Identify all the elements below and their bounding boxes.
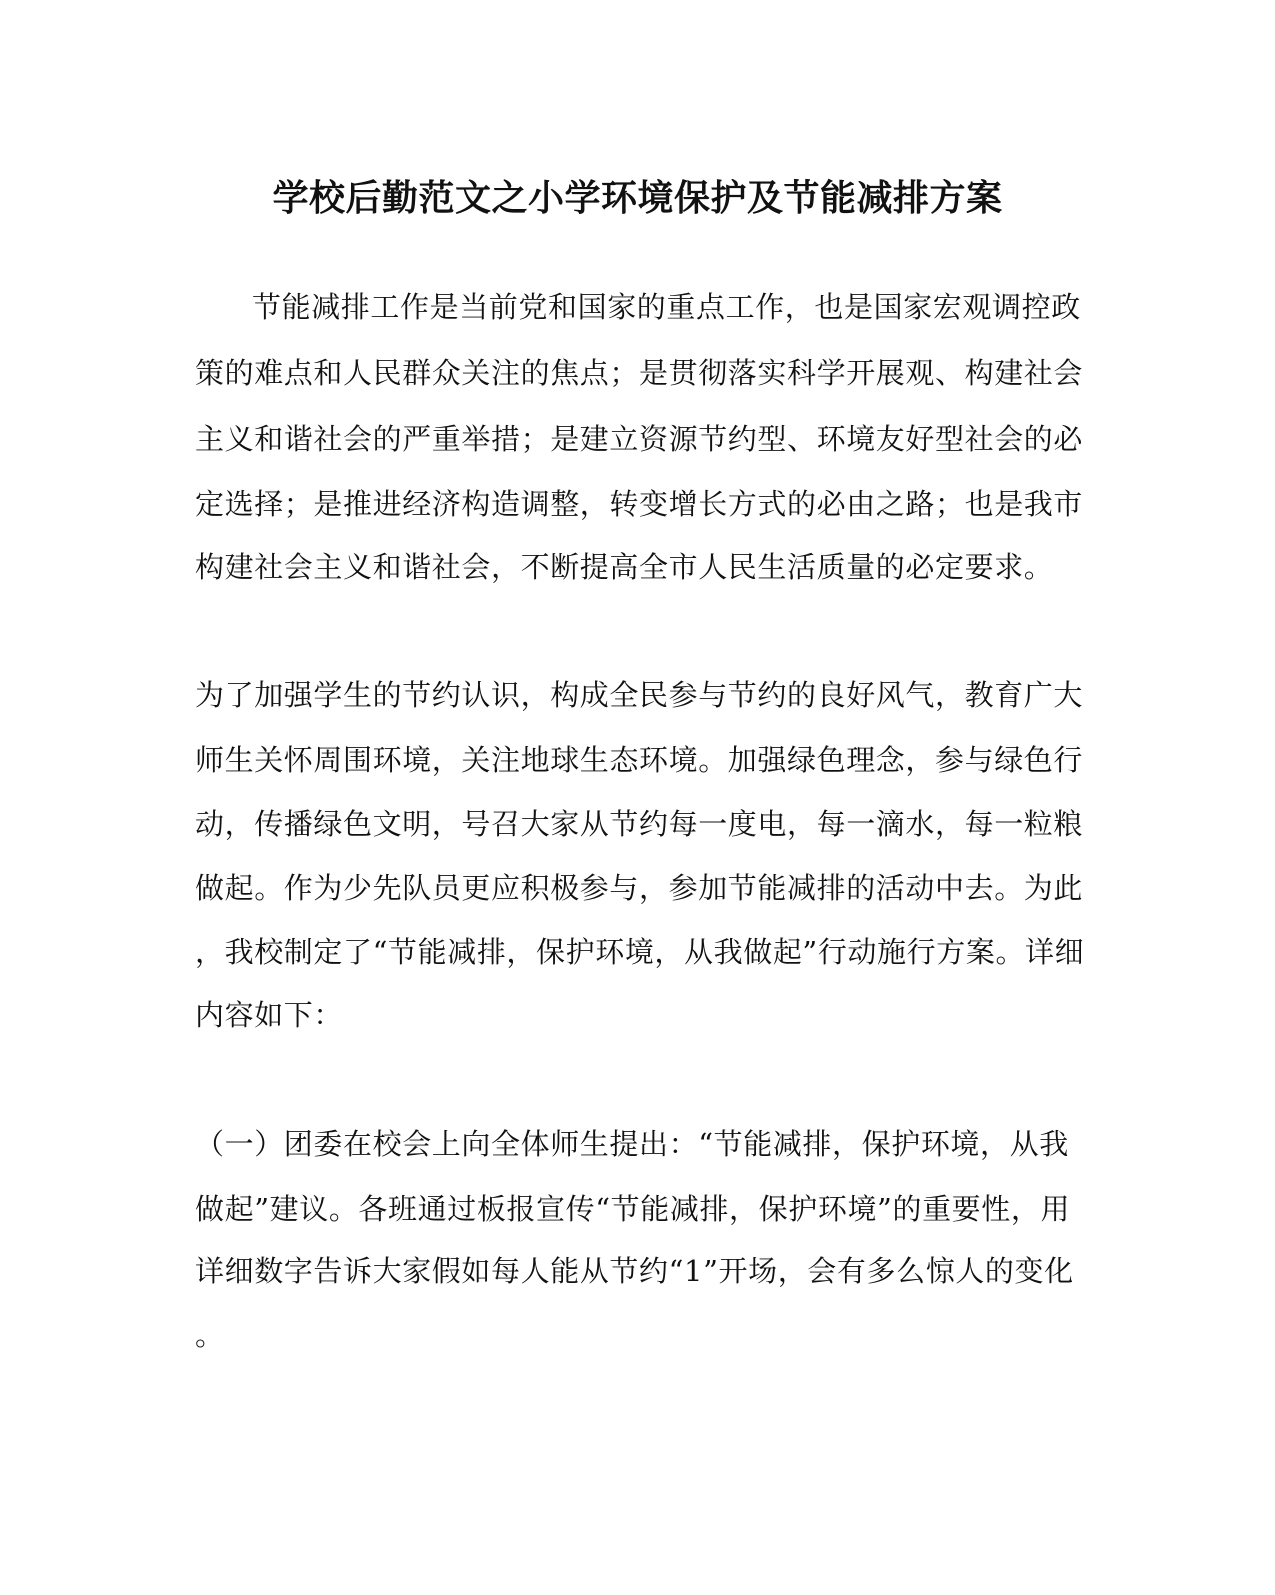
paragraph-line: 内容如下： bbox=[195, 998, 344, 1032]
paragraph-line: 为了加强学生的节约认识，构成全民参与节约的良好风气，教育广大 bbox=[195, 678, 1084, 712]
paragraph-line: （一）团委在校会上向全体师生提出：“节能减排，保护环境，从我 bbox=[195, 1127, 1069, 1161]
paragraph-line: 。 bbox=[195, 1318, 225, 1352]
paragraph-line: 主义和谐社会的严重举措；是建立资源节约型、环境友好型社会的必 bbox=[195, 422, 1084, 456]
paragraph-line: 节能减排工作是当前党和国家的重点工作，也是国家宏观调控政 bbox=[252, 290, 1081, 324]
paragraph-line: 师生关怀周围环境，关注地球生态环境。加强绿色理念，参与绿色行 bbox=[195, 743, 1084, 777]
paragraph-line: 做起”建议。各班通过板报宣传“节能减排，保护环境”的重要性，用 bbox=[195, 1192, 1071, 1226]
paragraph-line: ，我校制定了“节能减排，保护环境，从我做起”行动施行方案。详细 bbox=[195, 935, 1085, 969]
document-title: 学校后勤范文之小学环境保护及节能减排方案 bbox=[272, 177, 1003, 219]
paragraph-line: 定选择；是推进经济构造调整，转变增长方式的必由之路；也是我市 bbox=[195, 487, 1084, 521]
paragraph-line: 策的难点和人民群众关注的焦点；是贯彻落实科学开展观、构建社会 bbox=[195, 356, 1084, 390]
paragraph-line: 详细数字告诉大家假如每人能从节约“1”开场，会有多么惊人的变化 bbox=[195, 1254, 1074, 1288]
paragraph-line: 构建社会主义和谐社会，不断提高全市人民生活质量的必定要求。 bbox=[195, 550, 1054, 584]
paragraph-line: 做起。作为少先队员更应积极参与，参加节能减排的活动中去。为此 bbox=[195, 871, 1084, 905]
paragraph-line: 动，传播绿色文明，号召大家从节约每一度电，每一滴水，每一粒粮 bbox=[195, 807, 1084, 841]
